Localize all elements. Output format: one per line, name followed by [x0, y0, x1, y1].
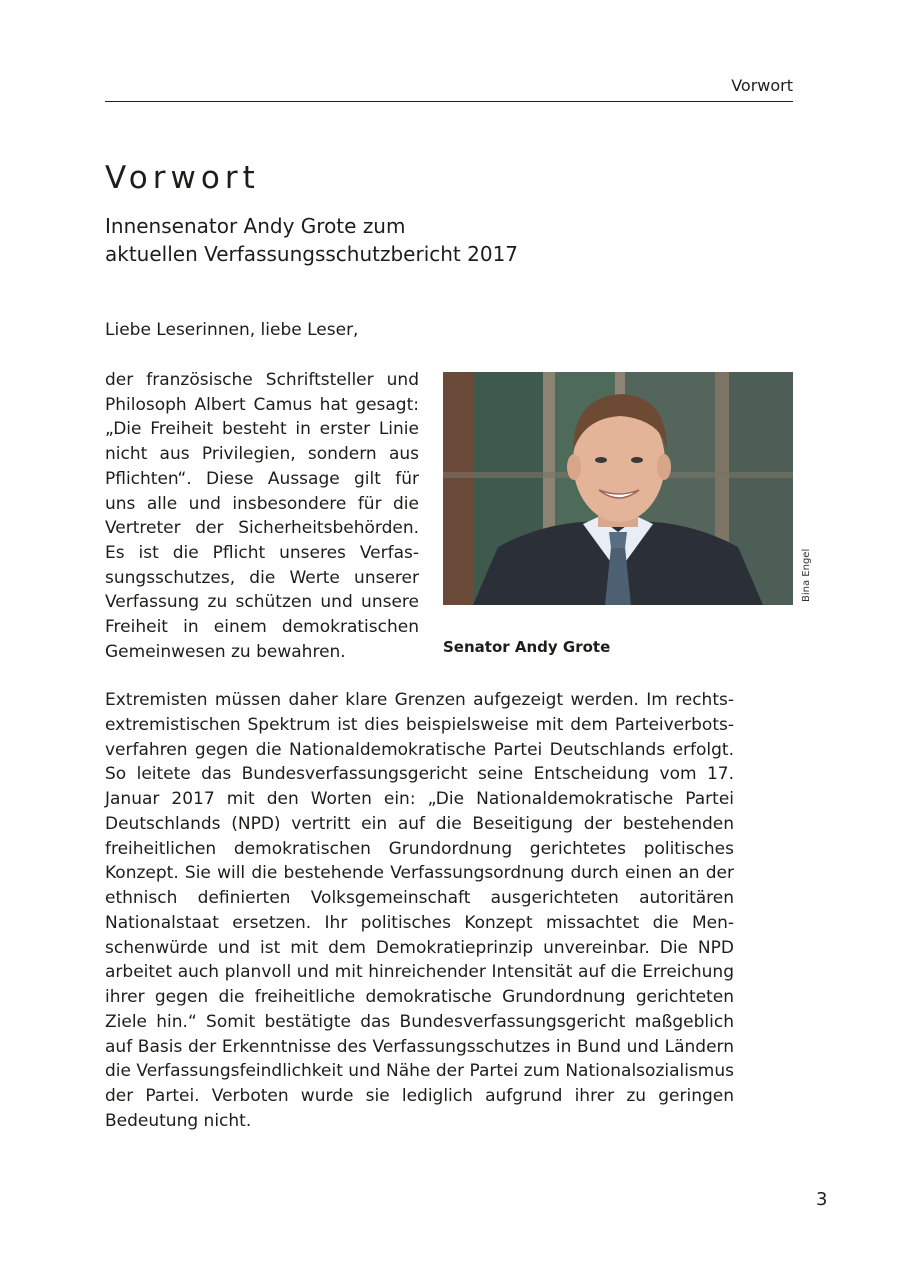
portrait-image — [443, 372, 793, 605]
subtitle-line: aktuellen Verfassungsschutzbericht 2017 — [105, 242, 519, 266]
running-title: Vorwort — [731, 76, 793, 95]
portrait-photo — [443, 372, 793, 605]
body-paragraph: Extremisten müssen daher klare Grenzen aufgezeigt werden. Im rechtsextremistischen Spektrum ist dies beispielsweise mit dem Parteiverbotsverfahren gegen die Nationaldemokratische Partei Deutschlands erfolgt. So leitete das Bundesverfassungsgericht seine Entscheidung vom 17. Januar 2017 mit den Worten ein: „Die Nationaldemokratische Partei Deutschlands (NPD) vertritt ein auf die Beseitigung der bestehenden freiheitlichen demokratischen Grundordnung gerichtetes politisches Konzept. Sie will die bestehende Verfassungsordnung durch einen an der ethnisch definierten Volksgemeinschaft ausgerichteten autoritären Nationalstaat ersetzen. Ihr politisches Konzept missachtet die Menschenwürde und ist mit dem Demokratieprinzip unvereinbar. Die NPD arbeitet auch planvoll und mit hinreichender Intensität auf die Erreichung ihrer gegen die freiheitliche demokratische Grundordnung gerichteten Ziele hin.“ Somit bestätigte das Bundesverfassungsgericht maßgeblich auf Basis der Erkenntnisse des Verfassungsschutzes in Bund und Ländern die Verfassungsfeindlichkeit und Nähe der Partei zum Nationalsozialismus der Partei. Verboten wurde sie lediglich aufgrund ihrer zu geringen Bedeutung nicht. — [105, 690, 734, 1131]
running-header — [105, 76, 793, 102]
page-title: Vorwort — [105, 160, 260, 196]
photo-caption: Senator Andy Grote — [443, 638, 611, 656]
photo-credit: Bina Engel — [801, 548, 812, 602]
subtitle-line: Innensenator Andy Grote zum — [105, 214, 406, 238]
page-number: 3 — [816, 1189, 828, 1210]
page-subtitle — [105, 212, 518, 268]
body-paragraph: der französische Schriftsteller und Philosoph Albert Camus hat gesagt: „Die Freiheit besteht in erster Linie nicht aus Privilegien, sondern aus Pflichten“. Diese Aussage gilt für uns alle und insbesondere für die Vertreter der Sicherheitsbehörden. Es ist die Pflicht unseres Verfassungsschutzes, die Werte unserer Verfassung zu schützen und unsere Freiheit in einem demokratischen Gemeinwesen zu bewahren. — [105, 370, 419, 662]
salutation: Liebe Leserinnen, liebe Leser, — [105, 320, 359, 340]
